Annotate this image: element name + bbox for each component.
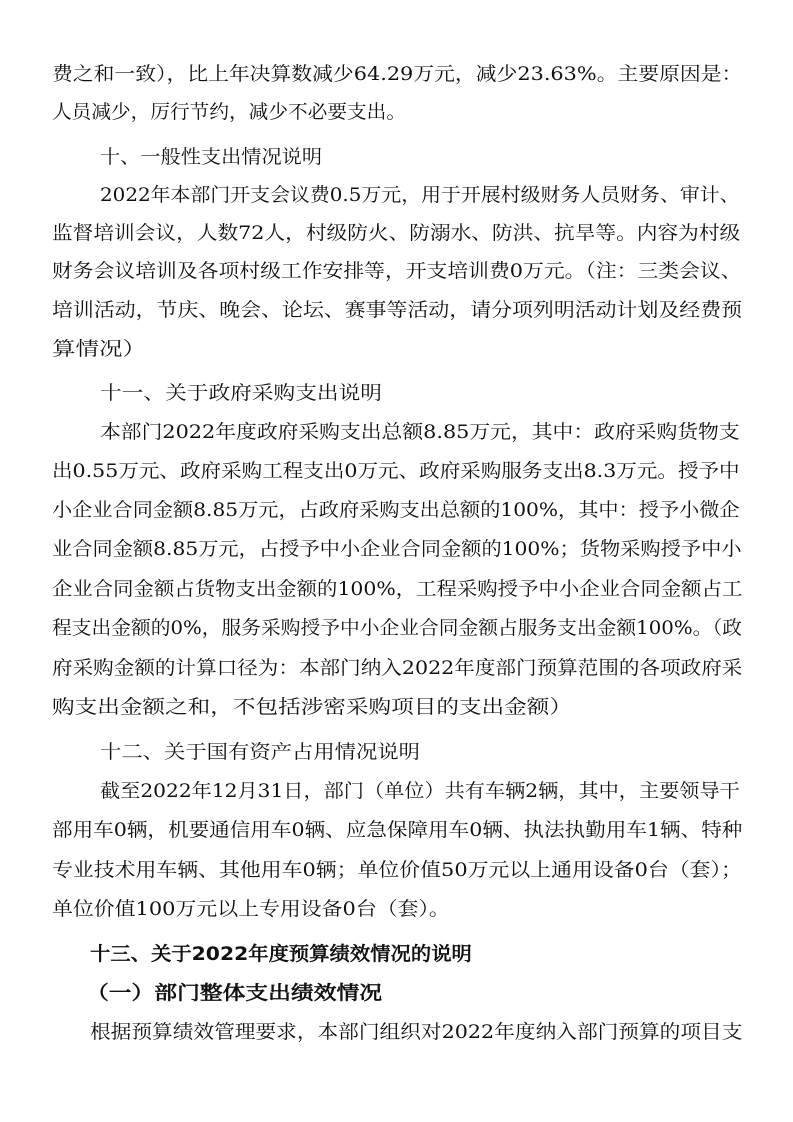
paragraph-line: 2022年本部门开支会议费0.5万元，用于开展村级财务人员财务、审计、 xyxy=(100,184,740,206)
paragraph-line: 府采购金额的计算口径为：本部门纳入2022年度部门预算范围的各项政府采 xyxy=(52,657,743,679)
paragraph-line: 根据预算绩效管理要求，本部门组织对2022年度纳入部门预算的项目支 xyxy=(90,1021,743,1043)
paragraph-line: 专业技术用车辆、其他用车0辆；单位价值50万元以上通用设备0台（套）； xyxy=(52,859,742,881)
paragraph-line: 监督培训会议，人数72人，村级防火、防溺水、防洪、抗旱等。内容为村级 xyxy=(52,222,741,244)
paragraph-line: 截至2022年12月31日，部门（单位）共有车辆2辆，其中，主要领导干 xyxy=(100,780,740,802)
section-heading: 十、一般性支出情况说明 xyxy=(100,146,323,168)
section-heading: 十三、关于2022年度预算绩效情况的说明 xyxy=(90,943,472,965)
subsection-heading: （一）部门整体支出绩效情况 xyxy=(86,982,383,1004)
paragraph-line: 小企业合同金额8.85万元，占政府采购支出总额的100%，其中：授予小微企 xyxy=(52,499,740,521)
paragraph-line: 算情况） xyxy=(52,338,147,360)
paragraph-line: 单位价值100万元以上专用设备0台（套）。 xyxy=(52,898,450,920)
paragraph-line: 人员减少，厉行节约，减少不必要支出。 xyxy=(52,101,407,123)
section-heading: 十一、关于政府采购支出说明 xyxy=(100,382,383,404)
paragraph-line: 部用车0辆，机要通信用车0辆、应急保障用车0辆、执法执勤用车1辆、特种 xyxy=(52,819,743,841)
section-heading: 十二、关于国有资产占用情况说明 xyxy=(100,741,421,763)
paragraph-line: 业合同金额8.85万元，占授予中小企业合同金额的100%；货物采购授予中小 xyxy=(52,538,742,560)
paragraph-line: 购支出金额之和，不包括涉密采购项目的支出金额） xyxy=(52,696,573,718)
paragraph-line: 培训活动，节庆、晚会、论坛、赛事等活动，请分项列明活动计划及经费预 xyxy=(52,299,743,321)
paragraph-line: 出0.55万元、政府采购工程支出0万元、政府采购服务支出8.3万元。授予中 xyxy=(52,460,740,482)
paragraph-line: 财务会议培训及各项村级工作安排等，开支培训费0万元。（注：三类会议、 xyxy=(52,260,742,282)
paragraph-line: 企业合同金额占货物支出金额的100%，工程采购授予中小企业合同金额占工 xyxy=(52,578,743,600)
paragraph-line: 费之和一致），比上年决算数减少64.29万元，减少23.63%。主要原因是： xyxy=(52,63,743,85)
paragraph-line: 程支出金额的0%，服务采购授予中小企业合同金额占服务支出金额100%。（政 xyxy=(52,617,742,639)
paragraph-line: 本部门2022年度政府采购支出总额8.85万元，其中：政府采购货物支 xyxy=(100,421,740,443)
